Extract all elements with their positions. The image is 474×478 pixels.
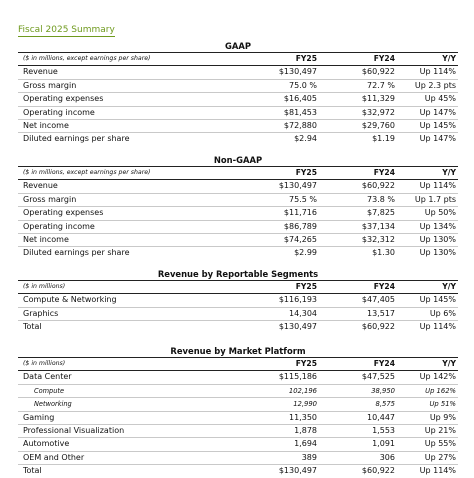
cell-yy: Up 130% [419, 234, 456, 244]
table-row [18, 107, 458, 120]
row-label: OEM and Other [23, 452, 85, 462]
table-row [18, 194, 458, 207]
col-fy25: FY25 [295, 168, 317, 177]
row-label: Total [23, 322, 42, 332]
cell-yy: Up 6% [429, 308, 456, 318]
cell-fy25: $16,405 [283, 94, 317, 104]
col-fy24: FY24 [373, 282, 395, 291]
cell-yy: Up 147% [419, 107, 456, 117]
cell-fy24: $47,525 [361, 372, 395, 382]
table-row [18, 452, 458, 465]
table-row [18, 221, 458, 234]
cell-yy: Up 51% [429, 400, 456, 409]
cell-yy: Up 55% [424, 439, 456, 449]
table-row [18, 120, 458, 133]
cell-yy: Up 162% [425, 386, 456, 395]
section-title: Non-GAAP [18, 154, 458, 167]
row-label: Diluted earnings per share [23, 134, 130, 144]
row-label: Gaming [23, 412, 55, 422]
cell-fy24: $11,329 [361, 94, 395, 104]
non-gaap-section [18, 154, 458, 260]
units-note: ($ in millions) [23, 360, 66, 367]
cell-yy: Up 134% [419, 221, 456, 231]
cell-fy24: 13,517 [367, 308, 395, 318]
cell-yy: Up 2.3 pts [414, 80, 456, 90]
table-row [18, 385, 458, 398]
section-title: Revenue by Market Platform [18, 345, 458, 358]
table-row [18, 308, 458, 321]
cell-yy: Up 50% [424, 208, 456, 218]
table-row [18, 425, 458, 438]
cell-fy24: 8,575 [375, 400, 395, 409]
cell-fy24: 72.7 % [367, 80, 395, 90]
cell-fy25: $2.94 [294, 134, 317, 144]
cell-yy: Up 21% [424, 425, 456, 435]
row-label: Revenue [23, 67, 58, 77]
row-label: Automotive [23, 439, 70, 449]
row-label: Gross margin [23, 194, 77, 204]
section-title: Revenue by Reportable Segments [18, 268, 458, 281]
cell-yy: Up 145% [419, 295, 456, 305]
row-label: Professional Visualization [23, 425, 125, 435]
table-header [18, 281, 458, 294]
cell-fy24: $32,312 [361, 234, 395, 244]
cell-yy: Up 147% [419, 134, 456, 144]
cell-fy24: $29,760 [361, 120, 395, 130]
units-note: ($ in millions, except earnings per share) [23, 169, 151, 176]
cell-yy: Up 145% [419, 120, 456, 130]
table-row [18, 465, 458, 477]
table-row [18, 80, 458, 93]
row-label: Operating income [23, 221, 95, 231]
table-header [18, 53, 458, 66]
cell-fy25: 11,350 [289, 412, 317, 422]
cell-fy25: 75.5 % [289, 194, 317, 204]
col-yy: Y/Y [442, 168, 456, 177]
cell-fy24: $60,922 [361, 466, 395, 476]
row-label: Operating expenses [23, 208, 104, 218]
cell-yy: Up 9% [429, 412, 456, 422]
table-row [18, 412, 458, 425]
col-fy24: FY24 [373, 359, 395, 368]
cell-fy24: $60,922 [361, 322, 395, 332]
col-fy24: FY24 [373, 168, 395, 177]
units-note: ($ in millions, except earnings per share) [23, 55, 151, 62]
row-label: Compute [34, 386, 65, 395]
cell-fy25: $72,880 [283, 120, 317, 130]
market-platform-section [18, 345, 458, 478]
cell-fy24: 1,553 [372, 425, 395, 435]
row-label: Gross margin [23, 80, 77, 90]
cell-fy24: 1,091 [372, 439, 395, 449]
table-header [18, 167, 458, 180]
cell-yy: Up 114% [419, 181, 456, 191]
row-label: Diluted earnings per share [23, 248, 130, 258]
row-label: Graphics [23, 308, 59, 318]
cell-yy: Up 27% [424, 452, 456, 462]
cell-fy25: $130,497 [278, 181, 317, 191]
table-row [18, 321, 458, 333]
row-label: Operating expenses [23, 94, 104, 104]
col-fy24: FY24 [373, 54, 395, 63]
cell-yy: Up 142% [419, 372, 456, 382]
cell-fy25: $2.99 [294, 248, 317, 258]
cell-fy24: 73.8 % [367, 194, 395, 204]
document-title: Fiscal 2025 Summary [18, 25, 115, 35]
table-row [18, 371, 458, 384]
table-row [18, 133, 458, 145]
col-yy: Y/Y [442, 359, 456, 368]
cell-fy25: $130,497 [278, 67, 317, 77]
table-row [18, 234, 458, 247]
cell-fy24: 10,447 [367, 412, 395, 422]
cell-fy24: $1.19 [372, 134, 395, 144]
cell-fy25: $116,193 [278, 295, 317, 305]
cell-fy25: $74,265 [283, 234, 317, 244]
cell-yy: Up 114% [419, 67, 456, 77]
units-note: ($ in millions) [23, 283, 66, 290]
table-row [18, 398, 458, 411]
row-label: Operating income [23, 107, 95, 117]
cell-fy24: $1.30 [372, 248, 395, 258]
cell-fy25: 1,878 [294, 425, 317, 435]
cell-fy24: 306 [379, 452, 395, 462]
table-row [18, 247, 458, 259]
row-label: Total [23, 466, 42, 476]
cell-fy25: 1,694 [294, 439, 317, 449]
cell-fy24: 38,950 [371, 386, 395, 395]
segments-section [18, 268, 458, 334]
cell-fy24: $7,825 [367, 208, 395, 218]
cell-fy25: $86,789 [283, 221, 317, 231]
cell-fy25: $11,716 [283, 208, 317, 218]
section-title: GAAP [18, 40, 458, 53]
cell-fy24: $60,922 [361, 181, 395, 191]
row-label: Net income [23, 120, 69, 130]
cell-fy25: 12,990 [293, 400, 317, 409]
cell-fy25: $130,497 [278, 322, 317, 332]
cell-fy25: 14,304 [289, 308, 317, 318]
table-row [18, 66, 458, 79]
col-fy25: FY25 [295, 359, 317, 368]
row-label: Compute & Networking [23, 295, 117, 305]
cell-fy25: 102,196 [288, 386, 317, 395]
cell-yy: Up 1.7 pts [414, 194, 456, 204]
cell-fy24: $47,405 [361, 295, 395, 305]
col-yy: Y/Y [442, 282, 456, 291]
table-row [18, 438, 458, 451]
cell-fy25: 75.0 % [289, 80, 317, 90]
cell-fy25: $130,497 [278, 466, 317, 476]
table-row [18, 294, 458, 307]
row-label: Net income [23, 234, 69, 244]
table-header [18, 358, 458, 371]
row-label: Networking [34, 400, 72, 409]
cell-fy25: $115,186 [278, 372, 317, 382]
row-label: Revenue [23, 181, 58, 191]
cell-fy25: $81,453 [283, 107, 317, 117]
cell-fy24: $37,134 [361, 221, 395, 231]
col-yy: Y/Y [442, 54, 456, 63]
cell-fy24: $60,922 [361, 67, 395, 77]
row-label: Data Center [23, 372, 72, 382]
col-fy25: FY25 [295, 54, 317, 63]
table-row [18, 93, 458, 106]
table-row [18, 207, 458, 220]
table-row [18, 180, 458, 193]
cell-yy: Up 114% [419, 322, 456, 332]
cell-fy24: $32,972 [361, 107, 395, 117]
gaap-section [18, 40, 458, 146]
cell-yy: Up 130% [419, 248, 456, 258]
cell-yy: Up 45% [424, 94, 456, 104]
cell-yy: Up 114% [419, 466, 456, 476]
col-fy25: FY25 [295, 282, 317, 291]
cell-fy25: 389 [301, 452, 317, 462]
